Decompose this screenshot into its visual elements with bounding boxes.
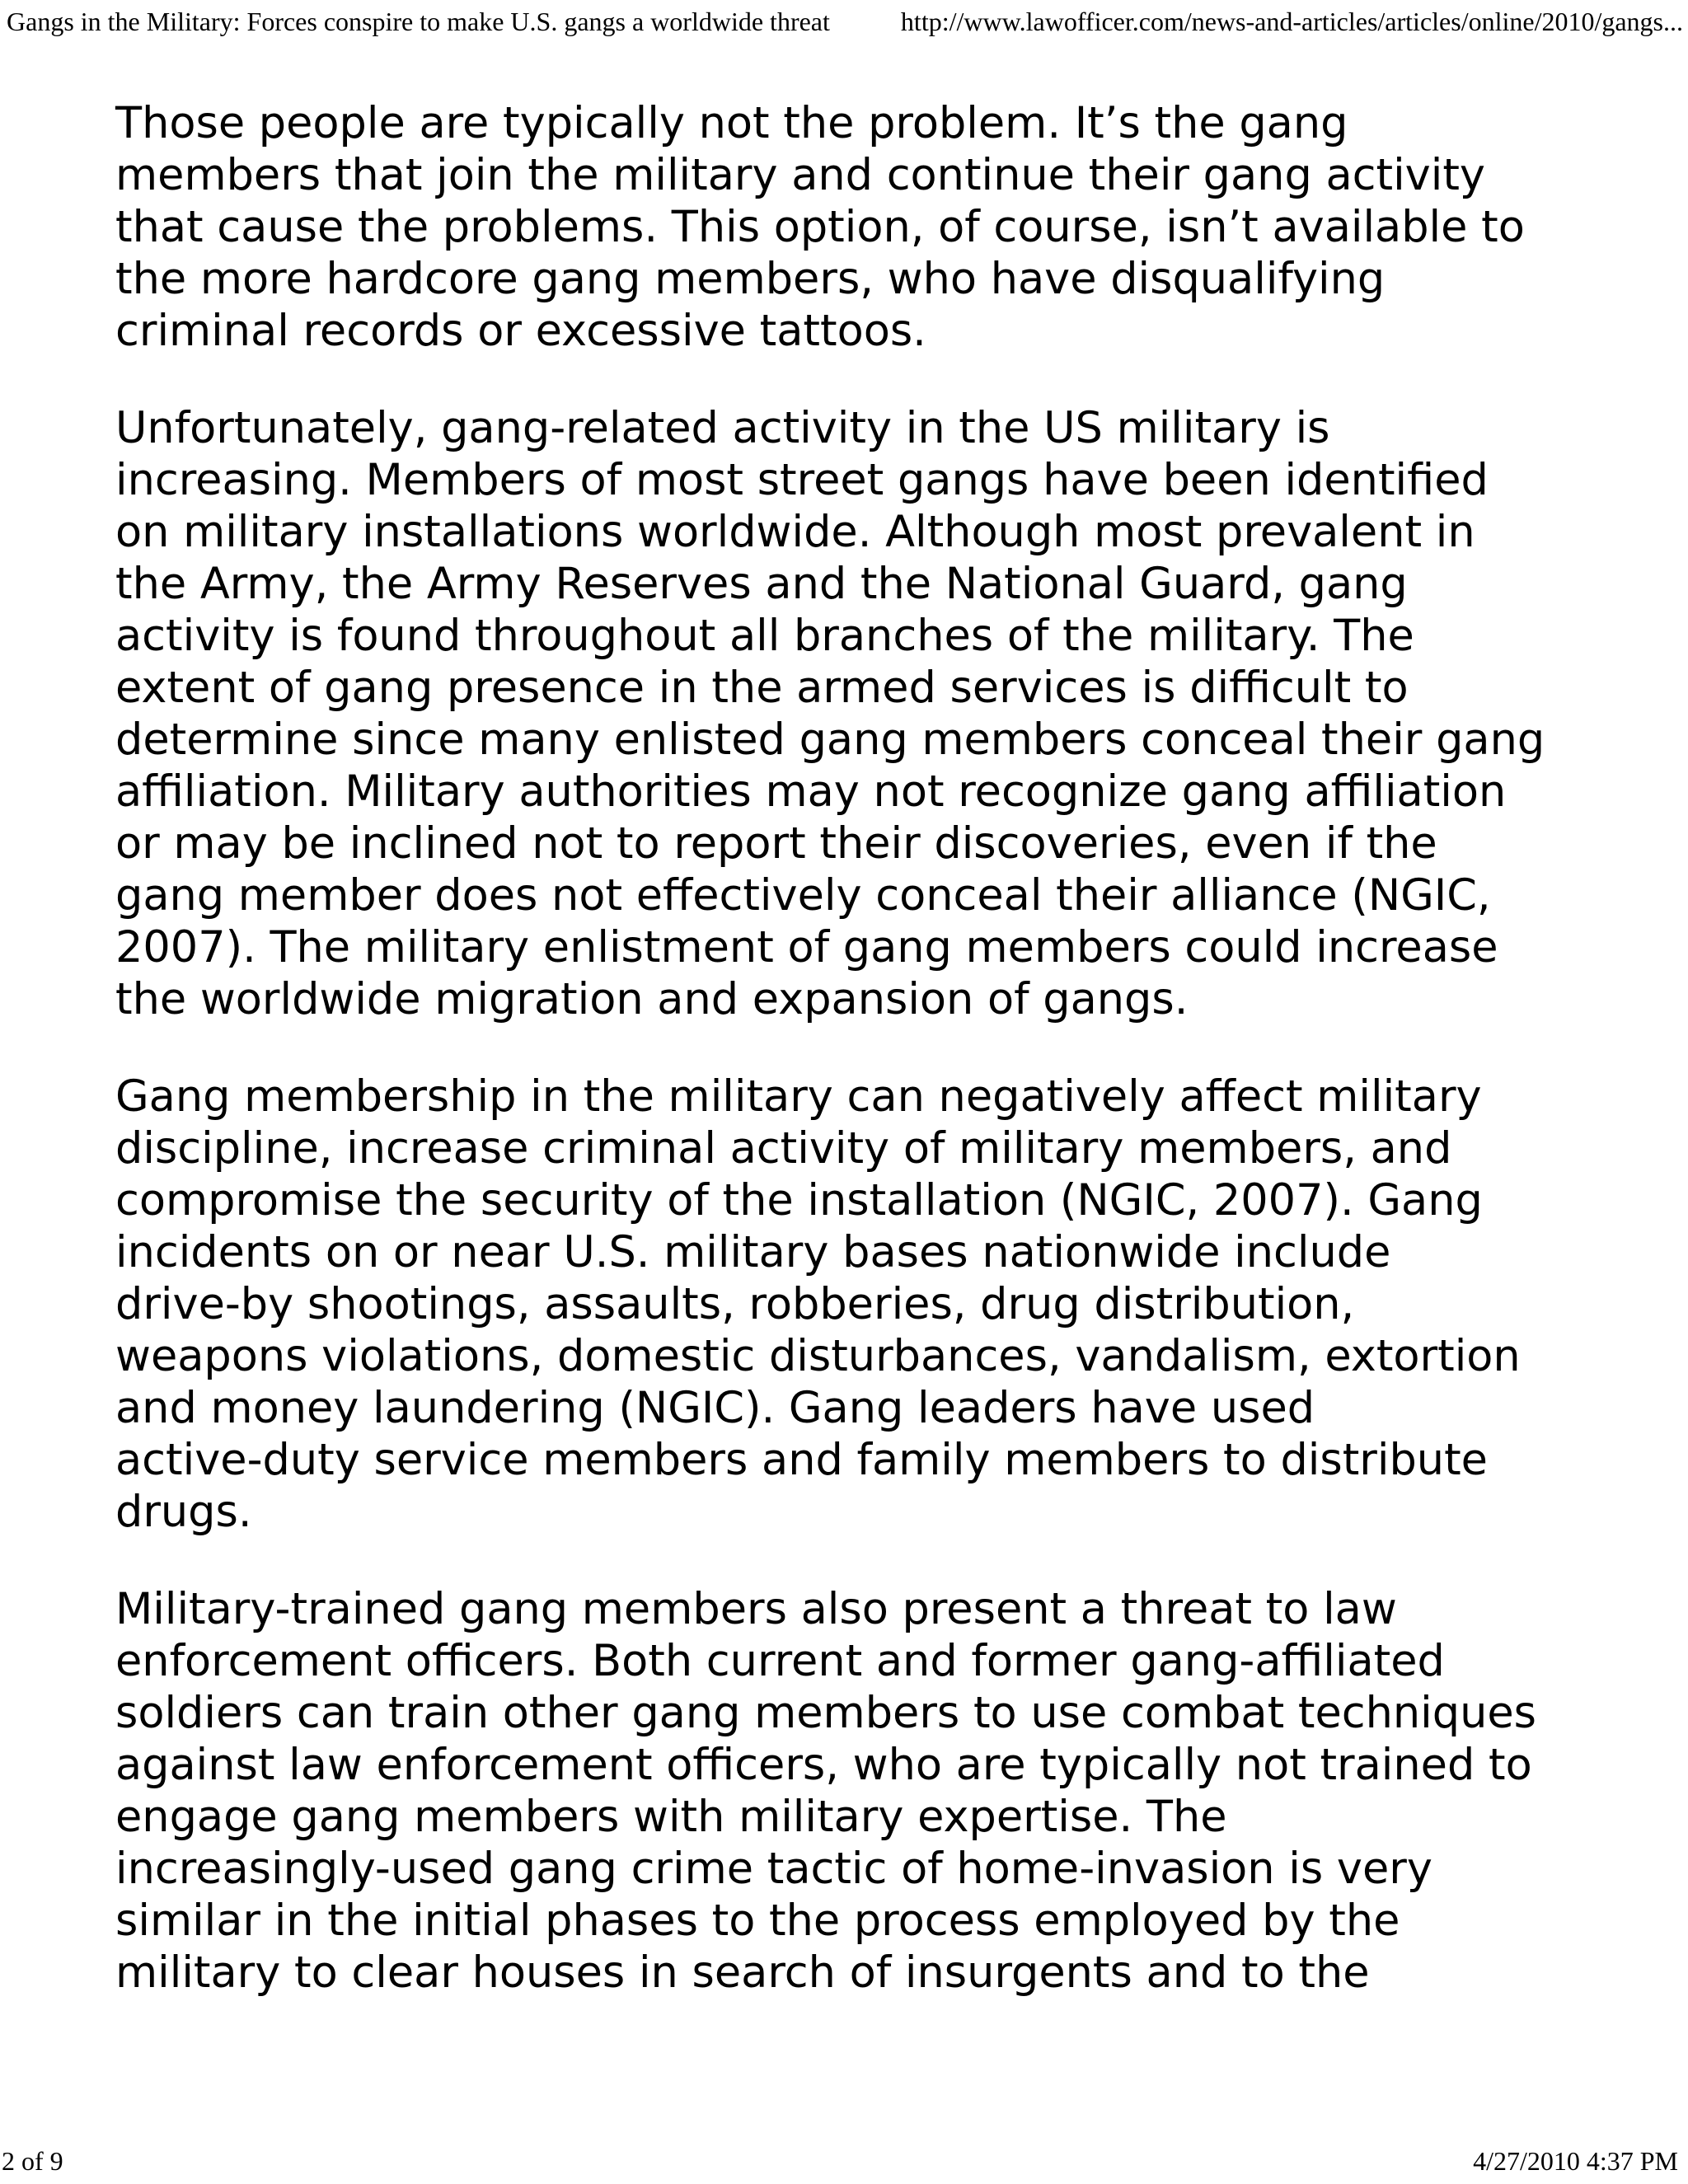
text-line: similar in the initial phases to the process employed by the — [115, 1896, 1400, 1946]
text-line: the more hardcore gang members, who have disqualifying — [115, 254, 1386, 304]
page-url: http://www.lawofficer.com/news-and-articles/articles/online/2010/gangs... — [900, 7, 1683, 36]
text-line: the worldwide migration and expansion of gangs. — [115, 974, 1189, 1024]
text-line: military to clear houses in search of insurgents and to the — [115, 1947, 1370, 1998]
text-line: active-duty service members and family members to distribute — [115, 1435, 1488, 1485]
paragraph — [115, 1071, 1582, 1538]
text-line: against law enforcement officers, who are typically not trained to — [115, 1740, 1532, 1790]
text-line: 2007). The military enlistment of gang members could increase — [115, 922, 1498, 972]
text-line: incidents on or near U.S. military bases nationwide include — [115, 1227, 1391, 1277]
paragraph — [115, 1583, 1582, 1999]
text-line: determine since many enlisted gang members conceal their gang — [115, 715, 1545, 765]
text-line: and money laundering (NGIC). Gang leaders have used — [115, 1383, 1315, 1433]
page-title: Gangs in the Military: Forces conspire to make U.S. gangs a worldwide threat — [7, 7, 830, 36]
text-line: drugs. — [115, 1487, 252, 1537]
print-header — [7, 5, 1683, 41]
print-timestamp: 4/27/2010 4:37 PM — [1473, 2146, 1678, 2176]
text-line: enforcement officers. Both current and former gang-affiliated — [115, 1636, 1445, 1686]
page-number: 2 of 9 — [2, 2146, 63, 2176]
text-line: increasingly-used gang crime tactic of home-invasion is very — [115, 1844, 1432, 1894]
text-line: affiliation. Military authorities may not recognize gang affiliation — [115, 766, 1507, 817]
print-footer — [0, 2143, 1688, 2184]
text-line: Gang membership in the military can negatively affect military — [115, 1071, 1482, 1122]
text-line: soldiers can train other gang members to use combat techniques — [115, 1688, 1536, 1738]
text-line: that cause the problems. This option, of course, isn’t available to — [115, 202, 1525, 252]
text-line: activity is found throughout all branches of the military. The — [115, 611, 1414, 661]
text-line: increasing. Members of most street gangs have been identified — [115, 455, 1489, 505]
text-line: the Army, the Army Reserves and the National Guard, gang — [115, 559, 1408, 609]
paragraph — [115, 97, 1582, 357]
text-line: members that join the military and continue their gang activity — [115, 150, 1485, 200]
text-line: criminal records or excessive tattoos. — [115, 306, 926, 356]
text-line: Military-trained gang members also present a threat to law — [115, 1584, 1397, 1634]
text-line: compromise the security of the installation (NGIC, 2007). Gang — [115, 1175, 1483, 1226]
text-line: Unfortunately, gang-related activity in the US military is — [115, 403, 1330, 453]
text-line: discipline, increase criminal activity of military members, and — [115, 1123, 1452, 1174]
text-line: weapons violations, domestic disturbances, vandalism, extortion — [115, 1331, 1521, 1381]
text-line: Those people are typically not the problem. It’s the gang — [115, 98, 1348, 148]
text-line: drive-by shootings, assaults, robberies, drug distribution, — [115, 1279, 1355, 1329]
text-line: on military installations worldwide. Although most prevalent in — [115, 507, 1475, 557]
paragraph — [115, 402, 1582, 1025]
text-line: engage gang members with military expertise. The — [115, 1792, 1227, 1842]
text-line: or may be inclined not to report their discoveries, even if the — [115, 818, 1437, 869]
text-line: extent of gang presence in the armed services is difficult to — [115, 663, 1409, 713]
article-body — [115, 97, 1582, 2044]
text-line: gang member does not effectively conceal their alliance (NGIC, — [115, 870, 1491, 921]
